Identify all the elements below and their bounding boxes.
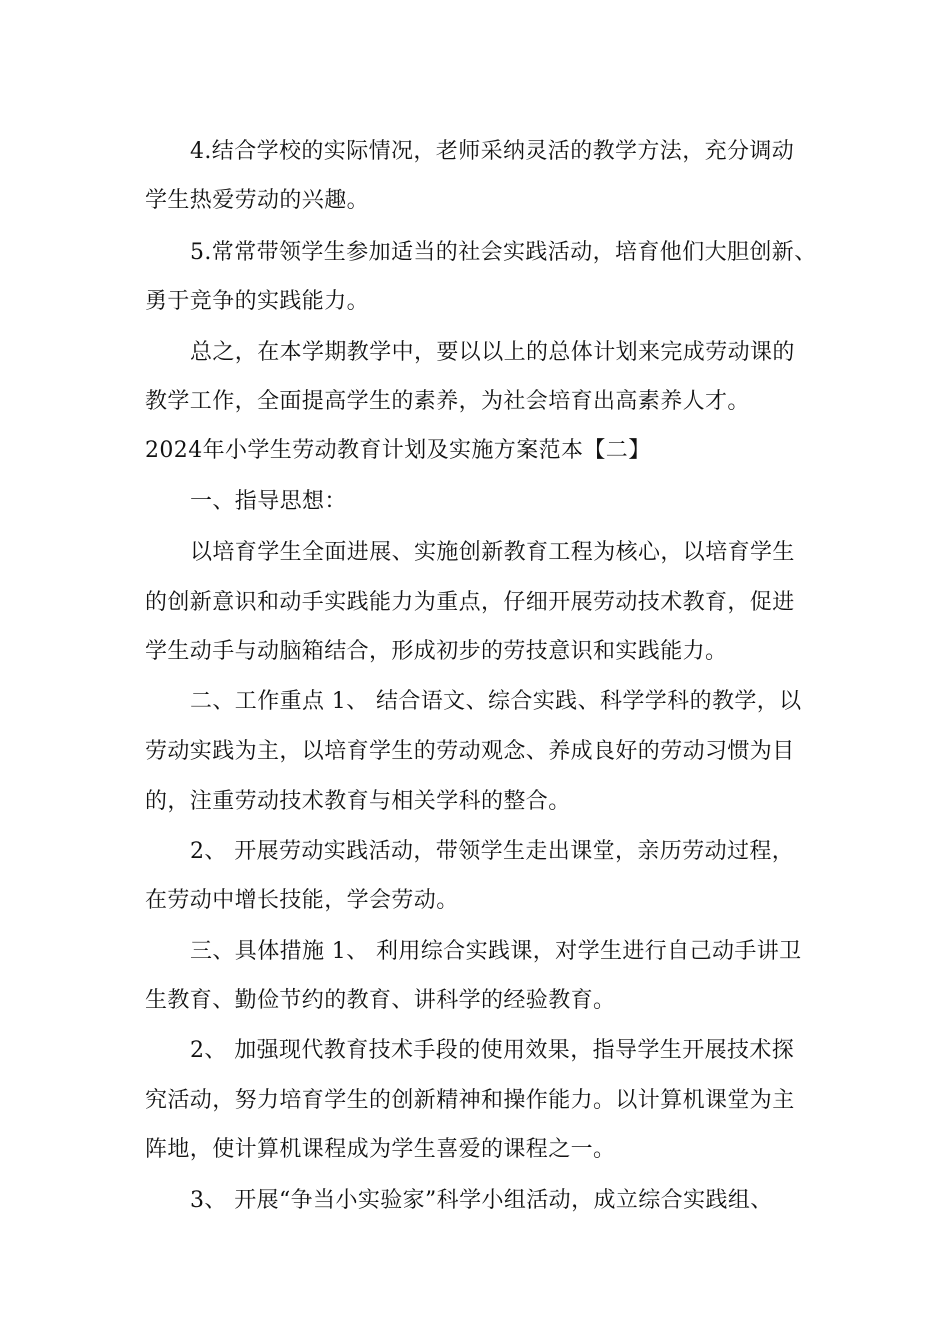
- text-line: 三、具体措施 1、 利用综合实践课，对学生进行自己动手讲卫: [190, 939, 802, 964]
- text-line: 二、工作重点 1、 结合语文、综合实践、科学学科的教学，以: [190, 689, 802, 714]
- text-line: 4.结合学校的实际情况，老师采纳灵活的教学方法，充分调动: [190, 139, 795, 164]
- text-line: 学生动手与动脑箱结合，形成初步的劳技意识和实践能力。: [145, 639, 728, 664]
- text-line: 一、指导思想：: [190, 489, 347, 514]
- text-line: 在劳动中增长技能，学会劳动。: [145, 888, 459, 913]
- text-line: 的，注重劳动技术教育与相关学科的整合。: [145, 789, 571, 814]
- section-heading: 2024年小学生劳动教育计划及实施方案范本【二】: [145, 438, 651, 463]
- text-line: 3、 开展“争当小实验家”科学小组活动，成立综合实践组、: [190, 1188, 773, 1213]
- text-line: 生教育、勤俭节约的教育、讲科学的经验教育。: [145, 988, 616, 1013]
- text-line: 学生热爱劳动的兴趣。: [145, 188, 370, 213]
- text-line: 教学工作，全面提高学生的素养，为社会培育出高素养人才。: [145, 389, 750, 414]
- text-line: 劳动实践为主，以培育学生的劳动观念、养成良好的劳动习惯为目: [145, 739, 795, 764]
- text-line: 总之，在本学期教学中，要以以上的总体计划来完成劳动课的: [190, 340, 795, 365]
- text-line: 勇于竞争的实践能力。: [145, 289, 370, 314]
- text-line: 5.常常带领学生参加适当的社会实践活动，培育他们大胆创新、: [190, 240, 817, 265]
- text-line: 以培育学生全面进展、实施创新教育工程为核心，以培育学生: [190, 540, 795, 565]
- text-line: 2、 开展劳动实践活动，带领学生走出课堂，亲历劳动过程，: [190, 839, 795, 864]
- text-line: 2、 加强现代教育技术手段的使用效果，指导学生开展技术探: [190, 1038, 795, 1063]
- text-line: 究活动，努力培育学生的创新精神和操作能力。以计算机课堂为主: [145, 1088, 795, 1113]
- text-line: 的创新意识和动手实践能力为重点，仔细开展劳动技术教育，促进: [145, 590, 795, 615]
- text-line: 阵地，使计算机课程成为学生喜爱的课程之一。: [145, 1137, 616, 1162]
